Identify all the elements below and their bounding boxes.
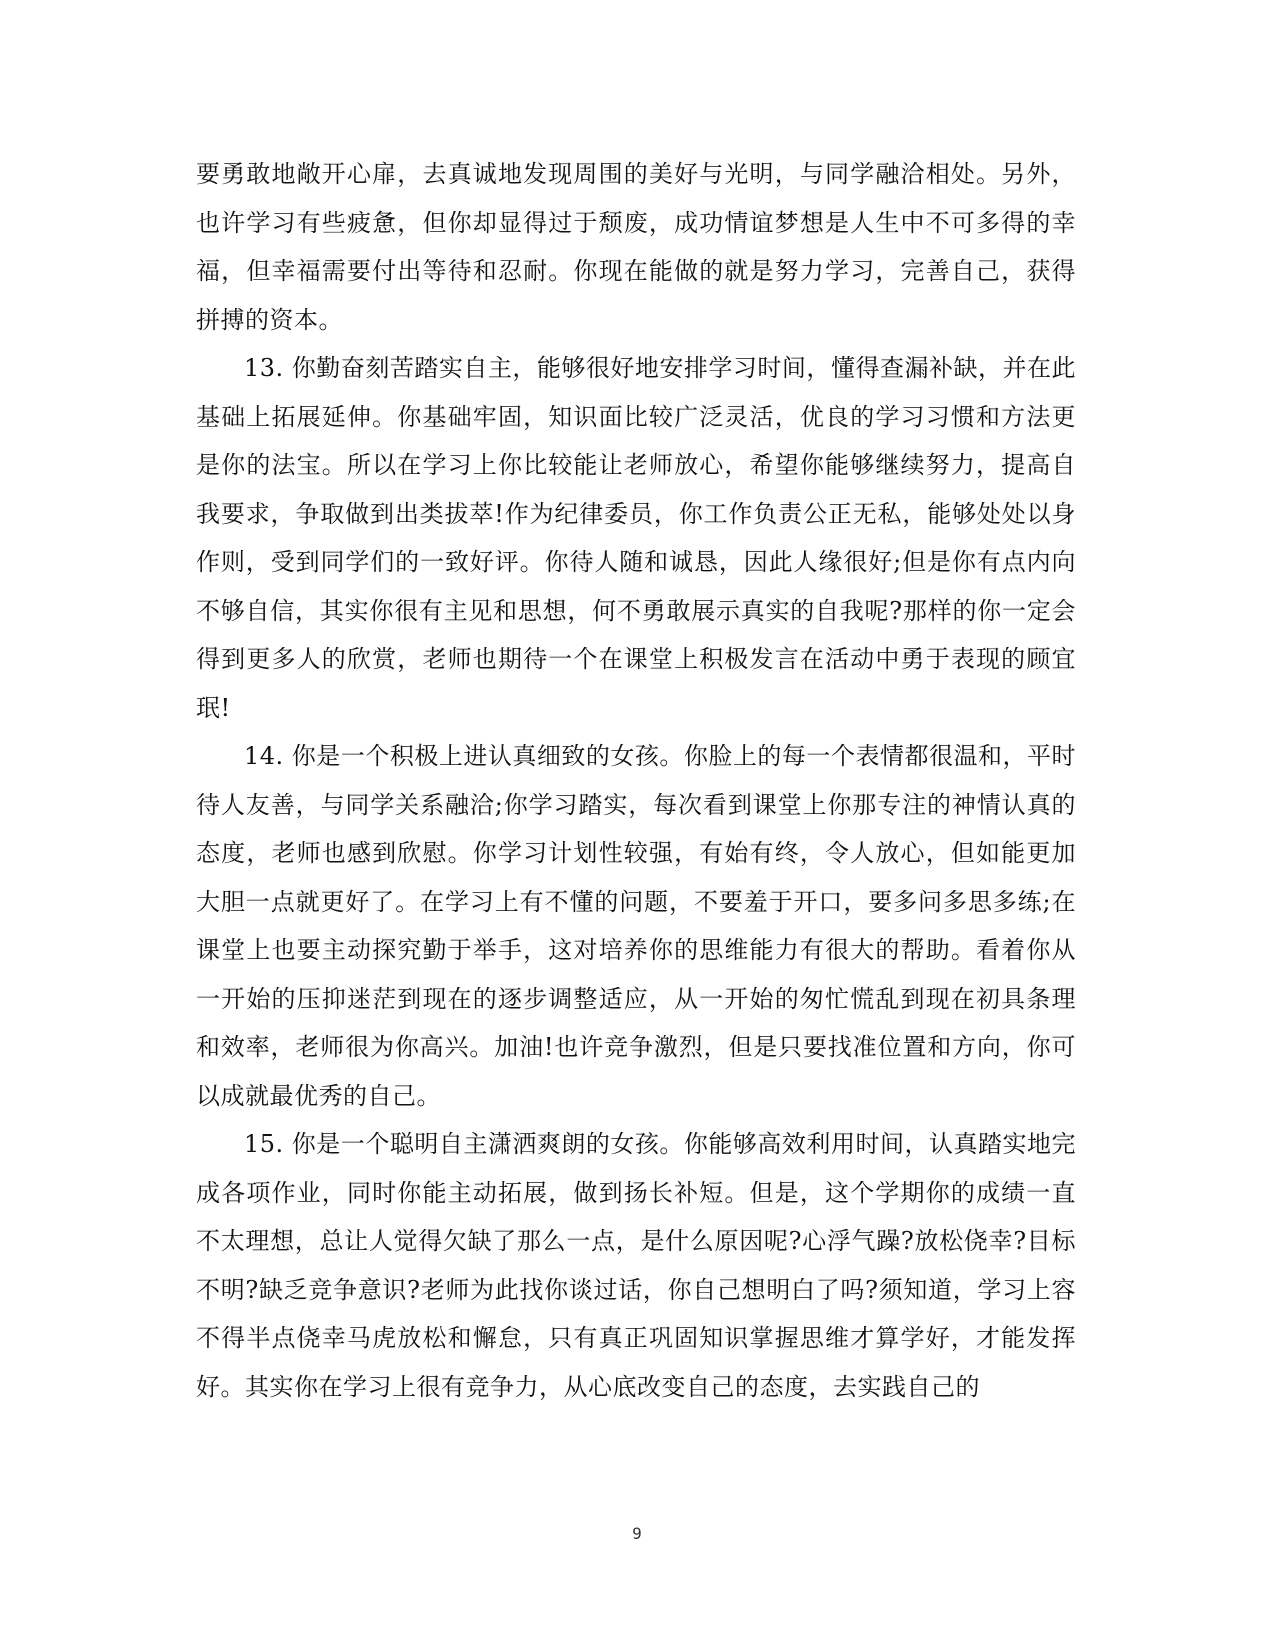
paragraph-14: 14. 你是一个积极上进认真细致的女孩。你脸上的每一个表情都很温和，平时待人友善，与同学关系融洽;你学习踏实，每次看到课堂上你那专注的神情认真的态度，老师也感到欣慰。你学习计划性较强，有始有终，令人放心，但如能更加大胆一点就更好了。在学习上有不懂的问题，不要羞于开口，要多问多思多练;在课堂上也要主动探究勤于举手，这对培养你的思维能力有很大的帮助。看着你从一开始的压抑迷茫到现在的逐步调整适应，从一开始的匆忙慌乱到现在初具条理和效率，老师很为你高兴。加油!也许竞争激烈，但是只要找准位置和方向，你可以成就最优秀的自己。 <box>196 742 1076 1110</box>
paragraph-15: 15. 你是一个聪明自主潇洒爽朗的女孩。你能够高效利用时间，认真踏实地完成各项作业，同时你能主动拓展，做到扬长补短。但是，这个学期你的成绩一直不太理想，总让人觉得欠缺了那么一点，是什么原因呢?心浮气躁?放松侥幸?目标不明?缺乏竞争意识?老师为此找你谈过话，你自己想明白了吗?须知道，学习上容不得半点侥幸马虎放松和懈怠，只有真正巩固知识掌握思维才算学好，才能发挥好。其实你在学习上很有竞争力，从心底改变自己的态度，去实践自己的 <box>196 1130 1076 1401</box>
body-text <box>196 150 1076 1411</box>
paragraph-continuation: 要勇敢地敞开心扉，去真诚地发现周围的美好与光明，与同学融洽相处。另外，也许学习有些疲惫，但你却显得过于颓废，成功情谊梦想是人生中不可多得的幸福，但幸福需要付出等待和忍耐。你现在能做的就是努力学习，完善自己，获得拼搏的资本。 <box>196 160 1076 334</box>
page-number: 9 <box>632 1524 642 1543</box>
paragraph-13: 13. 你勤奋刻苦踏实自主，能够很好地安排学习时间，懂得查漏补缺，并在此基础上拓展延伸。你基础牢固，知识面比较广泛灵活，优良的学习习惯和方法更是你的法宝。所以在学习上你比较能让老师放心，希望你能够继续努力，提高自我要求，争取做到出类拔萃!作为纪律委员，你工作负责公正无私，能够处处以身作则，受到同学们的一致好评。你待人随和诚恳，因此人缘很好;但是你有点内向不够自信，其实你很有主见和思想，何不勇敢展示真实的自我呢?那样的你一定会得到更多人的欣赏，老师也期待一个在课堂上积极发言在活动中勇于表现的顾宜珉! <box>196 354 1076 722</box>
